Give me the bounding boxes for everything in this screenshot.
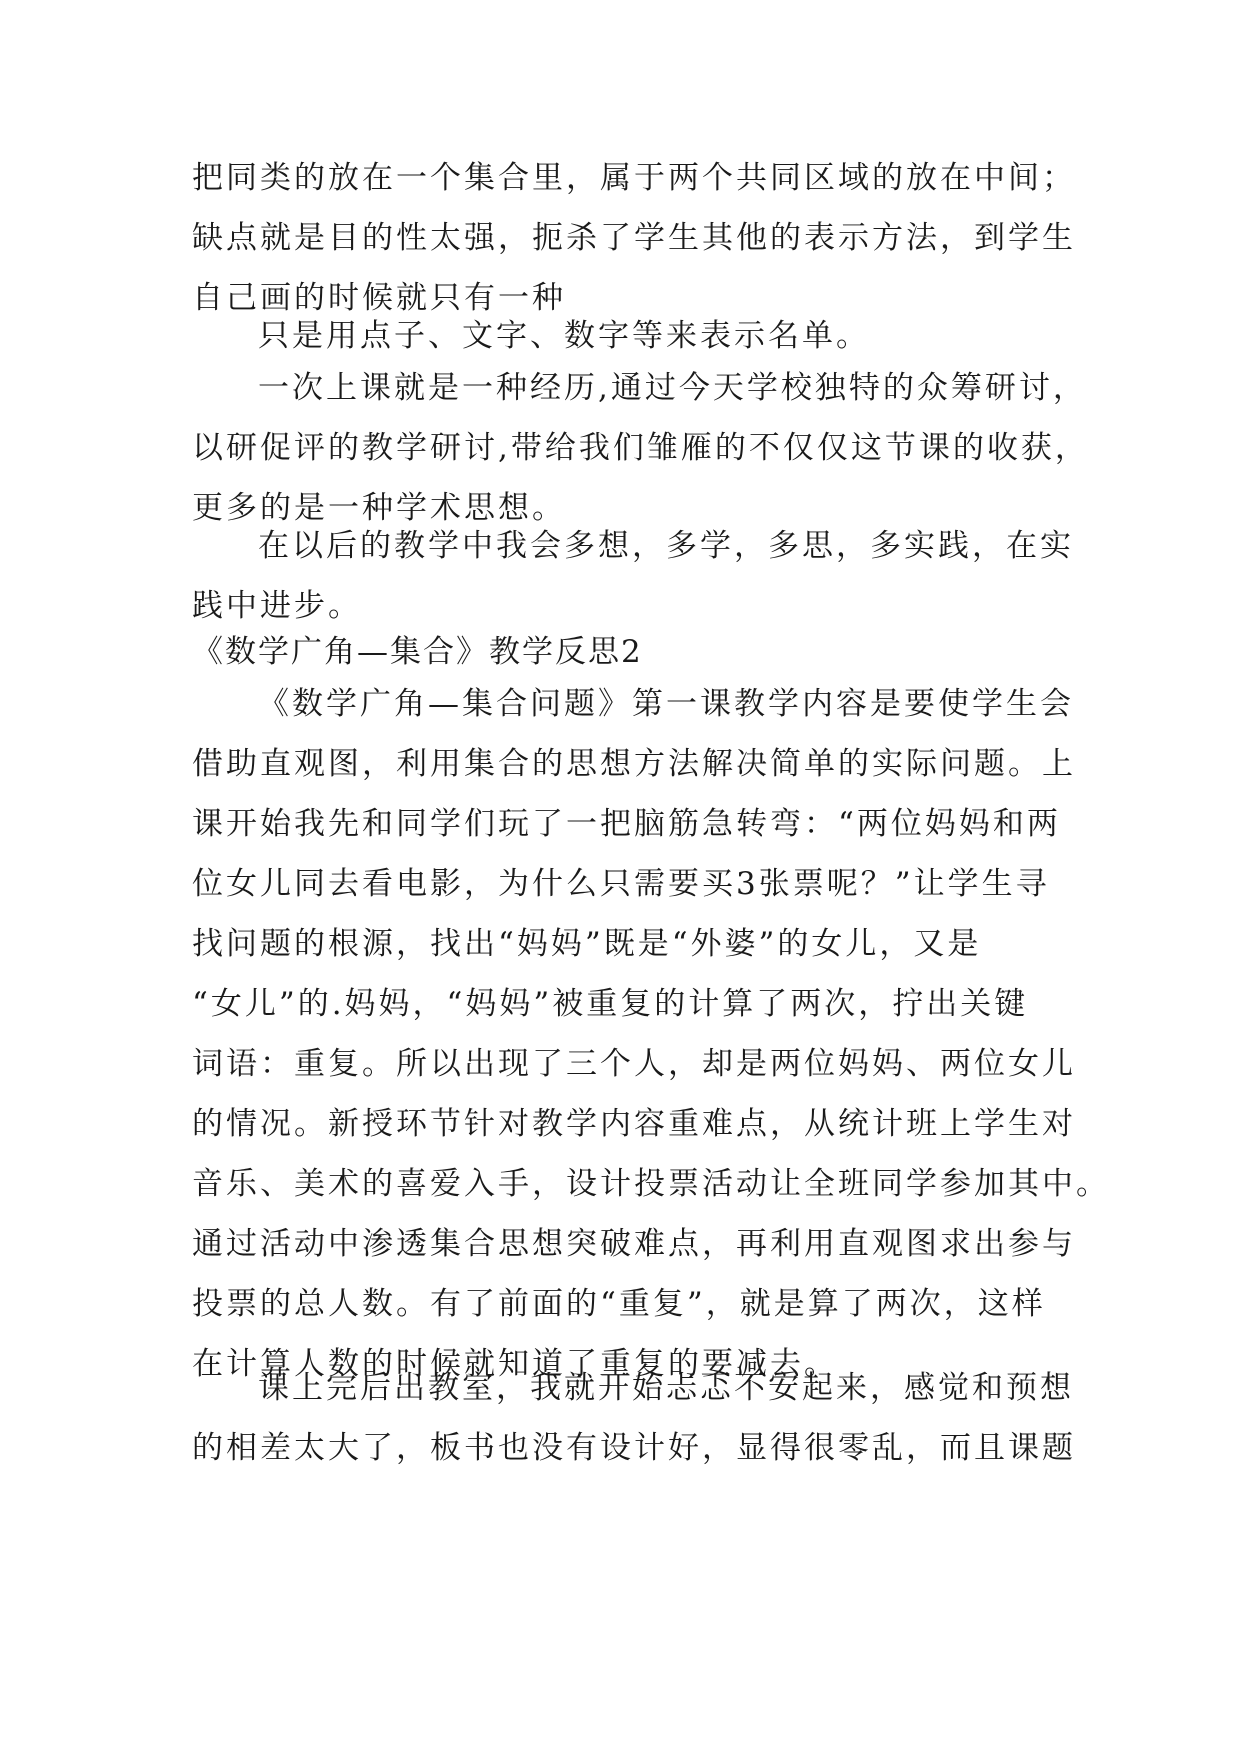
- paragraph-1: [192, 148, 1076, 328]
- paragraph-2: [192, 306, 1050, 366]
- section-title-text: 《数学广角—集合》教学反思2: [192, 634, 643, 670]
- paragraph-4: [192, 516, 1074, 636]
- text-line: 音乐、美术的喜爱入手，设计投票活动让全班同学参加其中。: [192, 1166, 1110, 1202]
- text-line: 只是用点子、文字、数字等来表示名单。: [258, 318, 870, 354]
- text-line: 一次上课就是一种经历,通过今天学校独特的众筹研讨，: [258, 370, 1087, 406]
- text-line: 课上完后出教室，我就开始忐忑不安起来，感觉和预想: [258, 1370, 1074, 1406]
- text-line: 课开始我先和同学们玩了一把脑筋急转弯：“两位妈妈和两: [192, 806, 1061, 842]
- text-line: 《数学广角—集合问题》第一课教学内容是要使学生会: [258, 686, 1074, 722]
- text-line: 更多的是一种学术思想。: [192, 490, 566, 526]
- text-line: 践中进步。: [192, 588, 362, 624]
- text-line: 借助直观图，利用集合的思想方法解决简单的实际问题。上: [192, 746, 1076, 782]
- paragraph-5: [192, 674, 1110, 1394]
- text-line: 的情况。新授环节针对教学内容重难点，从统计班上学生对: [192, 1106, 1076, 1142]
- text-line: 词语：重复。所以出现了三个人，却是两位妈妈、两位女儿: [192, 1046, 1076, 1082]
- section-title: [192, 622, 1050, 682]
- text-line: “女儿”的.妈妈，“妈妈”被重复的计算了两次，拧出关键: [192, 986, 1029, 1022]
- text-line: 把同类的放在一个集合里，属于两个共同区域的放在中间；: [192, 160, 1076, 196]
- text-line: 在以后的教学中我会多想，多学，多思，多实践，在实: [258, 528, 1074, 564]
- text-line: 通过活动中渗透集合思想突破难点，再利用直观图求出参与: [192, 1226, 1076, 1262]
- text-line: 以研促评的教学研讨,带给我们雏雁的不仅仅这节课的收获，: [192, 430, 1089, 466]
- text-line: 位女儿同去看电影，为什么只需要买3张票呢？”让学生寻: [192, 866, 1050, 902]
- text-line: 缺点就是目的性太强，扼杀了学生其他的表示方法，到学生: [192, 220, 1076, 256]
- text-line: 自己画的时候就只有一种: [192, 280, 566, 316]
- paragraph-3: [192, 358, 1089, 538]
- text-line: 的相差太大了，板书也没有设计好，显得很零乱，而且课题: [192, 1430, 1076, 1466]
- text-line: 找问题的根源，找出“妈妈”既是“外婆”的女儿，又是: [192, 926, 982, 962]
- text-line: 投票的总人数。有了前面的“重复”，就是算了两次，这样: [192, 1286, 1046, 1322]
- text-line: 在计算人数的时候就知道了重复的要减去。: [192, 1346, 838, 1382]
- paragraph-6: [192, 1358, 1076, 1478]
